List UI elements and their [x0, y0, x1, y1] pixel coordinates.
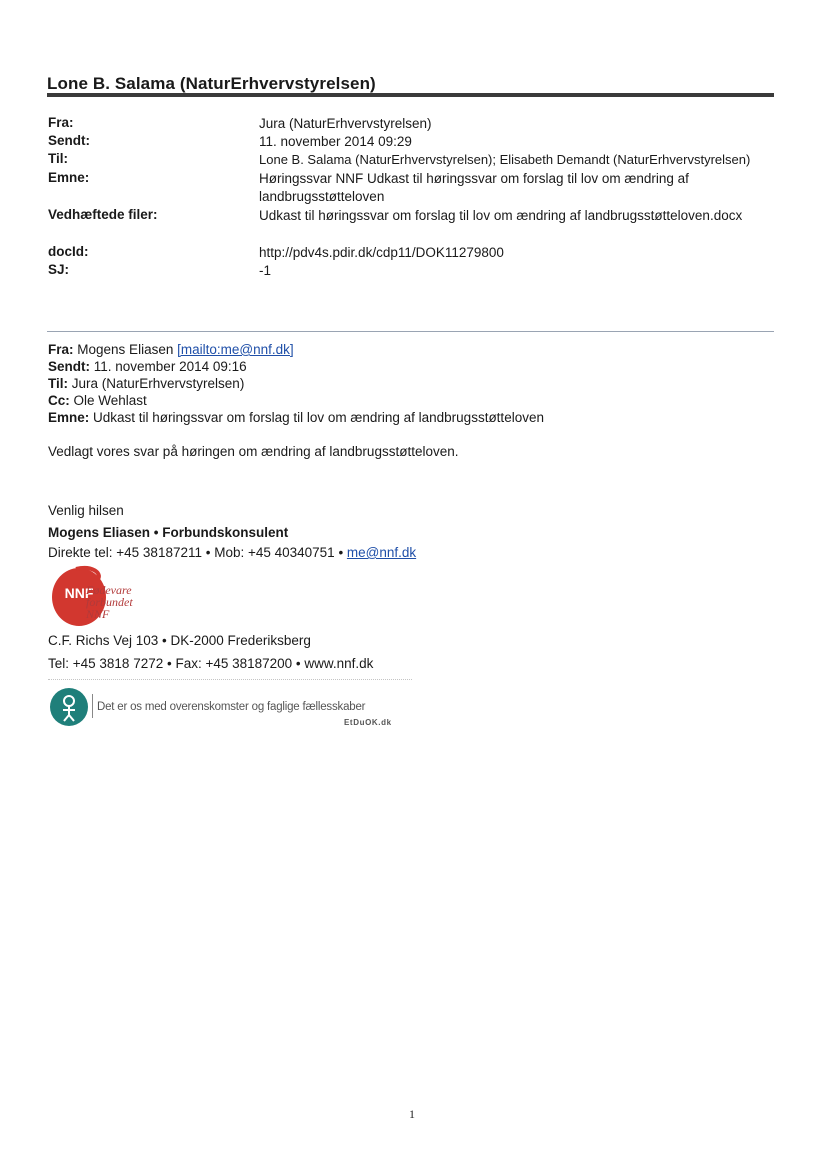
- email-subject-title: Lone B. Salama (NaturErhvervstyrelsen): [47, 74, 376, 93]
- banner-slogan: Det er os med overenskomster og faglige fællesskaber: [97, 701, 366, 713]
- header-label-emne: Emne:: [48, 170, 90, 185]
- header-label-til: Til:: [48, 151, 68, 166]
- header-value-fra: Jura (NaturErhvervstyrelsen): [259, 116, 432, 131]
- header-value-sj: -1: [259, 263, 272, 278]
- forwarded-subject-label: Emne:: [48, 410, 90, 425]
- header-label-docid: docId:: [48, 244, 89, 259]
- page-number: 1: [409, 1107, 415, 1121]
- forwarded-from-value: Mogens Eliasen: [77, 342, 174, 357]
- nnf-logo-wordmark: [86, 584, 133, 620]
- nnf-logo-line2: forbundet: [86, 595, 133, 609]
- signature-tel-line: Tel: +45 3818 7272 • Fax: +45 38187200 • www.nnf.dk: [48, 656, 374, 671]
- forwarded-cc-label: Cc:: [48, 393, 70, 408]
- header-value-til: Lone B. Salama (NaturErhvervstyrelsen); Elisabeth Demandt (NaturErhvervstyrelsen): [259, 152, 751, 167]
- header-label-sendt: Sendt:: [48, 133, 90, 148]
- forwarded-subject-value: Udkast til høringssvar om forslag til lov om ændring af landbrugsstøtteloven: [93, 410, 544, 425]
- nnf-logo-letters: NNF: [64, 585, 94, 601]
- header-value-emne: Høringssvar NNF Udkast til høringssvar om forslag til lov om ændring af landbrugsstøtteloven: [259, 171, 689, 204]
- signature-phone-line: [48, 545, 416, 560]
- forwarded-subject: [48, 410, 544, 425]
- header-label-sj: SJ:: [48, 262, 70, 277]
- signature-divider: [48, 679, 412, 680]
- nnf-logo-line1: Fødevare: [86, 583, 132, 597]
- forwarded-to-value: Jura (NaturErhvervstyrelsen): [71, 376, 245, 391]
- signature-address: C.F. Richs Vej 103 • DK-2000 Frederiksberg: [48, 633, 311, 648]
- etduok-figure-icon: [50, 688, 88, 726]
- message-separator: [47, 331, 774, 332]
- header-label-attachments: Vedhæftede filer:: [48, 207, 158, 222]
- forwarded-cc-value: Ole Wehlast: [73, 393, 147, 408]
- forwarded-to: [48, 376, 244, 391]
- title-divider: [47, 93, 774, 97]
- header-label-fra: Fra:: [48, 115, 74, 130]
- header-value-sendt: 11. november 2014 09:29: [259, 134, 412, 149]
- forwarded-cc: [48, 393, 147, 408]
- banner-website: EtDuOK.dk: [344, 718, 392, 727]
- forwarded-sent-value: 11. november 2014 09:16: [93, 359, 247, 374]
- nnf-logo-line3: NNF: [86, 607, 110, 621]
- signature-name-title: Mogens Eliasen • Forbundskonsulent: [48, 525, 289, 540]
- forwarded-sent: [48, 359, 247, 374]
- signature-greeting: Venlig hilsen: [48, 503, 124, 518]
- mailto-link[interactable]: [mailto:me@nnf.dk]: [177, 342, 294, 357]
- forwarded-sent-label: Sendt:: [48, 359, 90, 374]
- forwarded-to-label: Til:: [48, 376, 68, 391]
- etduok-logo-icon: [50, 688, 88, 726]
- signature-direct-text: Direkte tel: +45 38187211 • Mob: +45 40340751 •: [48, 545, 347, 560]
- forwarded-from: [48, 342, 294, 357]
- attachment-filename[interactable]: Udkast til høringssvar om forslag til lov om ændring af landbrugsstøtteloven.docx: [259, 208, 743, 223]
- message-body: Vedlagt vores svar på høringen om ændring af landbrugsstøtteloven.: [48, 444, 459, 459]
- banner-divider: [92, 694, 93, 718]
- header-value-docid: http://pdv4s.pdir.dk/cdp11/DOK11279800: [259, 245, 504, 260]
- forwarded-from-label: Fra:: [48, 342, 74, 357]
- signature-email-link[interactable]: me@nnf.dk: [346, 545, 417, 560]
